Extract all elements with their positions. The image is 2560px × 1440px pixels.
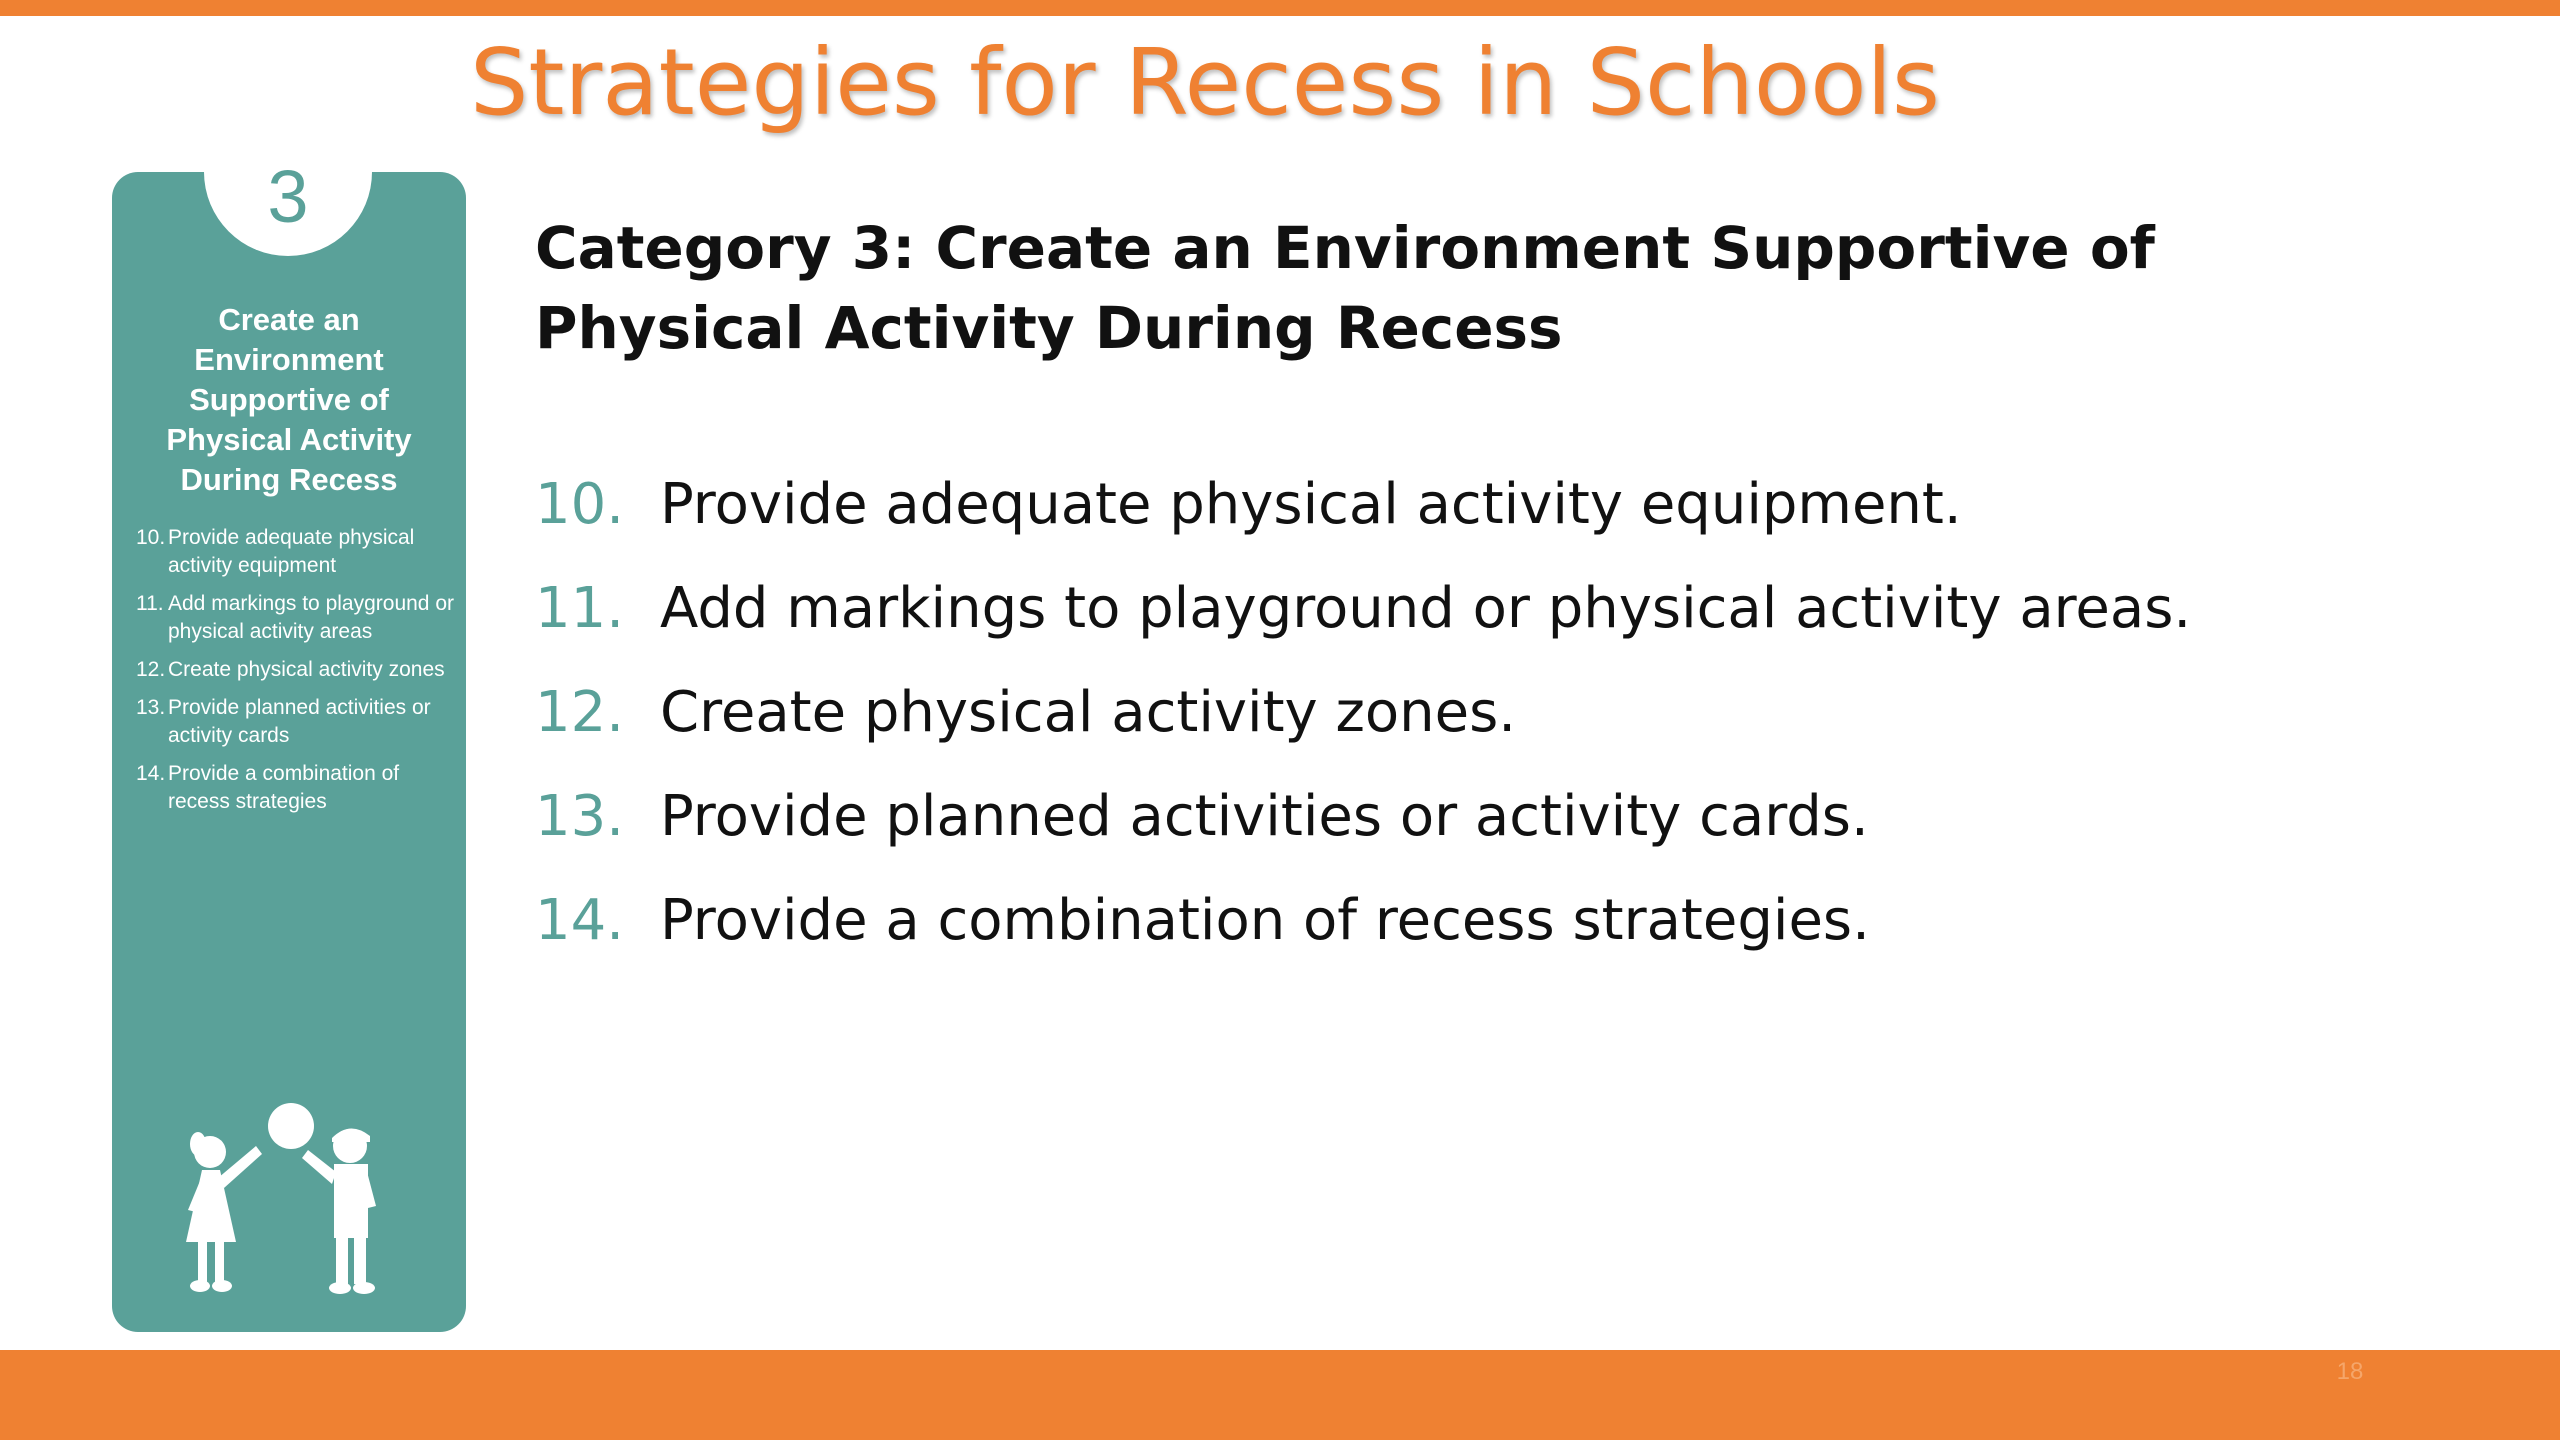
strategy-list [535,466,2235,986]
strategy-item [535,882,2235,960]
card-item-number: 14. [136,762,166,785]
card-list-item [136,656,456,684]
strategy-text: Add markings to playground or physical activity areas. [660,576,2192,641]
children-playing-ball-icon [174,1102,404,1302]
strategy-text: Provide adequate physical activity equipment. [660,472,1962,537]
slide-title: Strategies for Recess in Schools [470,29,1940,136]
card-list-item [136,590,456,646]
strategy-number: 14. [535,888,625,953]
strategy-item [535,570,2235,648]
card-item-number: 12. [136,658,166,681]
card-item-text: Provide planned activities or activity cards [168,696,431,747]
strategy-text: Create physical activity zones. [660,680,1517,745]
strategy-item [535,466,2235,544]
strategy-number: 10. [535,472,625,537]
card-item-number: 13. [136,696,166,719]
strategy-text: Provide a combination of recess strategies. [660,888,1870,953]
card-strategy-list [136,524,456,826]
strategy-number: 13. [535,784,625,849]
card-item-number: 11. [136,592,164,615]
card-list-item [136,524,456,580]
strategy-number: 12. [535,680,625,745]
strategy-number: 11. [535,576,625,641]
category-heading: Category 3: Create an Environment Supportive of Physical Activity During Recess [535,214,2155,362]
card-heading: Create an Environment Supportive of Physical Activity During Recess [166,302,412,497]
strategy-item [535,674,2235,752]
card-item-text: Provide a combination of recess strategies [168,762,400,813]
strategy-item [535,778,2235,856]
slide-page-number: 18 [2336,1358,2364,1385]
card-item-number: 10. [136,526,166,549]
card-item-text: Add markings to playground or physical activity areas [168,592,454,643]
bottom-accent-bar [0,1350,2560,1440]
card-item-text: Create physical activity zones [168,658,445,681]
top-accent-bar [0,0,2560,16]
category-number-badge [204,156,372,256]
card-list-item [136,694,456,750]
card-item-text: Provide adequate physical activity equipment [168,526,415,577]
strategy-text: Provide planned activities or activity cards. [660,784,1869,849]
category-number: 3 [267,155,309,238]
card-list-item [136,760,456,816]
category-card [112,155,466,1332]
